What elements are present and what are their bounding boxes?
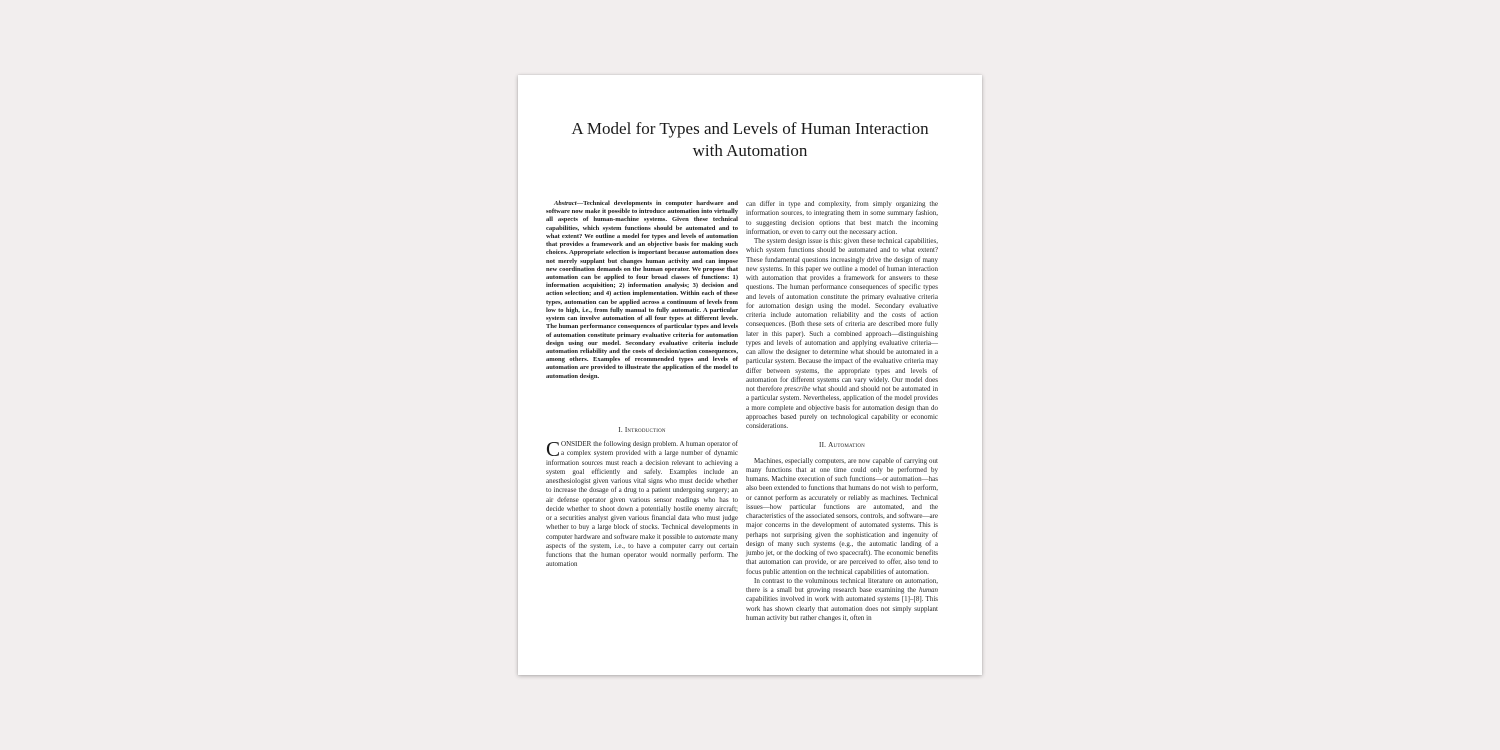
intro-emphasis: automate [694, 532, 721, 541]
section-heading-introduction [546, 426, 738, 435]
title-line-2: with Automation [692, 141, 808, 160]
section-title: Automation [828, 441, 865, 450]
intro-text-a: ONSIDER the following design problem. A human operator of a complex system provided with a large number of dynamic information sources must reach a decision relevant to achieving a system goal efficiently and safely. Examples include an anesthesiologist given various vital signs who must decide whether to increase the dosage of a drug to a patient undergoing surgery; an air defense operator given various sensor readings who has to decide whether to shoot down a potentially hostile enemy aircraft; or a securities analyst given various financial data who must judge whether to buy a large block of stocks. Technical developments in computer hardware and software make it possible to [546, 440, 738, 541]
abstract-body: —Technical developments in computer hardware and software now make it possible to introduce automation into virtually all aspects of human-machine systems. Given these technical capabilities, which system functions should be automated and to what extent? We outline a model for types and levels of automation that provides a framework and an objective basis for making such choices. Appropriate selection is important because automation does not merely supplant but changes human activity and can impose new coordination demands on the human operator. We propose that automation can be applied to four broad classes of functions: 1) information acquisition; 2) information analysis; 3) decision and action selection; and 4) action implementation. Within each of these types, automation can be applied across a continuum of levels from low to high, i.e., from fully manual to fully automatic. A particular system can involve automation of all four types at different levels. The human performance consequences of particular types and levels of automation constitute primary evaluative criteria for automation design using our model. Secondary evaluative criteria include automation reliability and the costs of decision/action consequences, among others. Examples of recommended types and levels of automation are provided to illustrate the application of the model to automation design. [546, 200, 738, 380]
p4-text-b: capabilities involved in work with automated systems [1]–[8]. This work has shown clearly that automation does not simply supplant human activity but rather changes it, often in [746, 595, 938, 622]
intro-paragraph [546, 437, 738, 570]
intro-text-b: many aspects of the system, i.e., to have a computer carry out certain functions that the human operator would normally perform. The automation [546, 532, 738, 569]
body-paragraph-1: can differ in type and complexity, from simply organizing the information sources, to integrating them in some summary fashion, to suggesting decision options that best match the incoming information, or even to carry out the necessary action. [746, 200, 938, 236]
body-paragraph-2 [746, 237, 938, 431]
abstract-lead: Abstract [554, 200, 577, 207]
section-title: Introduction [624, 425, 666, 434]
title-line-1: A Model for Types and Levels of Human Interaction [571, 119, 929, 138]
right-column [746, 200, 938, 623]
paper-page [518, 75, 982, 675]
p2-text-a: The system design issue is this: given these technical capabilities, which system functions should be automated and to what extent? These fundamental questions increasingly drive the design of many new systems. In this paper we outline a model of human interaction with automation that provides a framework for answers to these questions. The human performance consequences of specific types and levels of automation constitute the primary evaluative criteria for automation design using the model. Secondary evaluative criteria include automation reliability and the costs of action consequences. (Both these sets of criteria are described more fully later in this paper). Such a combined approach—distinguishing types and levels of automation and applying evaluative criteria—can allow the designer to determine what should be automated in a particular system. Because the impact of the evaluative criteria may differ between systems, the appropriate types and levels of automation for different systems can vary widely. Our model does not therefore [746, 237, 938, 393]
column-spacer [546, 381, 738, 426]
abstract [546, 200, 738, 381]
section-heading-automation [746, 441, 938, 450]
drop-cap: C [546, 437, 561, 462]
p4-emphasis: human [918, 586, 938, 594]
section-number: II. [818, 441, 829, 450]
p2-text-b: what should and should not be automated in a particular system. Nevertheless, application of the model provides a more complete and objective basis for automation design than do approaches based purely on technological capability or economic considerations. [746, 385, 938, 430]
p4-text-a: In contrast to the voluminous technical literature on automation, there is a small but growing research base examining the [746, 576, 938, 594]
body-paragraph-3: Machines, especially computers, are now capable of carrying out many functions that at one time could only be performed by humans. Machine execution of such functions—or automation—has also been extended to functions that humans do not wish to perform, or cannot perform as accurately or reliably as machines. Technical issues—how particular functions are automated, and the characteristics of the associated sensors, controls, and software—are major concerns in the development of automated systems. This is perhaps not surprising given the sophistication and ingenuity of design of many such systems (e.g., the automatic landing of a jumbo jet, or the docking of two spacecraft). The economic benefits that automation can provide, or are perceived to offer, also tend to focus public attention on the technical capabilities of automation. [746, 456, 938, 576]
left-column [546, 200, 738, 570]
body-paragraph-4 [746, 577, 938, 623]
paper-title [518, 118, 982, 162]
section-spacer [746, 431, 938, 441]
p2-emphasis: prescribe [784, 385, 811, 393]
section-number: I. [618, 425, 625, 434]
